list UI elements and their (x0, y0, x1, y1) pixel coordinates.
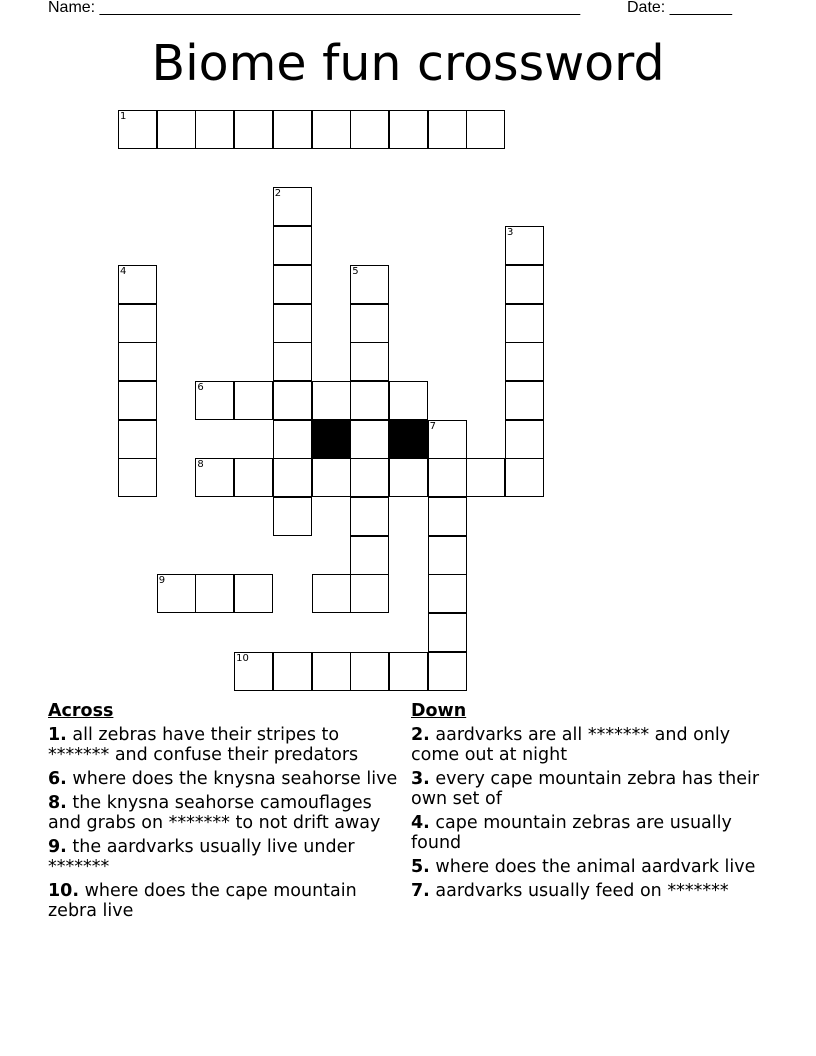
grid-cell[interactable] (389, 652, 428, 691)
date-field-label: Date: _______ (627, 0, 732, 16)
grid-cell[interactable] (350, 420, 389, 459)
grid-cell[interactable] (505, 381, 544, 420)
clue-item-text: the aardvarks usually live under ******* (48, 837, 355, 877)
down-heading: Down (411, 701, 467, 721)
grid-cell[interactable] (312, 458, 351, 497)
clue-number: 10 (236, 652, 249, 664)
grid-cell[interactable] (505, 342, 544, 381)
grid-cell[interactable] (350, 381, 389, 420)
name-field-label: Name: ______________________________________________________ (48, 0, 581, 16)
grid-cell[interactable] (389, 458, 428, 497)
grid-cell[interactable] (350, 342, 389, 381)
grid-cell[interactable] (118, 265, 157, 304)
grid-cell[interactable] (312, 652, 351, 691)
clue-number: 3 (507, 227, 514, 239)
clue-item (411, 769, 761, 809)
grid-cell[interactable] (273, 420, 312, 459)
grid-cell[interactable] (118, 110, 157, 149)
clue-item-number: 4. (411, 813, 430, 833)
grid-cell[interactable] (273, 381, 312, 420)
clue-item (48, 725, 398, 765)
clue-item-number: 3. (411, 769, 430, 789)
clue-number: 1 (120, 111, 127, 122)
grid-cell[interactable] (273, 458, 312, 497)
grid-cell[interactable] (118, 342, 157, 381)
clue-item-text: aardvarks usually feed on ******* (435, 881, 729, 901)
grid-cell[interactable] (350, 497, 389, 536)
clue-item-text: aardvarks are all ******* and only come out at night (411, 725, 731, 765)
grid-cell[interactable] (428, 613, 467, 652)
grid-cell[interactable] (234, 458, 273, 497)
grid-cell[interactable] (195, 574, 234, 613)
across-clue-list (48, 725, 398, 921)
clue-number: 7 (429, 420, 436, 432)
clue-item-number: 2. (411, 725, 430, 745)
grid-cell[interactable] (428, 574, 467, 613)
grid-cell[interactable] (505, 265, 544, 304)
clue-item-number: 5. (411, 857, 430, 877)
grid-cell[interactable] (505, 226, 544, 265)
grid-cell[interactable] (428, 110, 467, 149)
grid-cell[interactable] (350, 574, 389, 613)
grid-cell[interactable] (273, 342, 312, 381)
grid-cell[interactable] (350, 458, 389, 497)
grid-cell[interactable] (505, 458, 544, 497)
clue-item-number: 9. (48, 837, 67, 857)
grid-cell[interactable] (428, 458, 467, 497)
clue-number: 6 (197, 381, 204, 393)
clue-item-text: the knysna seahorse camouflages and grabs on ******* to not drift away (48, 793, 381, 833)
clue-item (411, 857, 761, 877)
black-cell (312, 420, 351, 459)
black-cell (389, 420, 428, 459)
grid-cell[interactable] (157, 110, 196, 149)
grid-cell[interactable] (428, 420, 467, 459)
grid-cell[interactable] (195, 110, 234, 149)
clue-number: 4 (120, 265, 127, 277)
grid-cell[interactable] (428, 497, 467, 536)
grid-cell[interactable] (118, 381, 157, 420)
grid-cell[interactable] (350, 652, 389, 691)
grid-cell[interactable] (428, 536, 467, 575)
grid-cell[interactable] (118, 420, 157, 459)
clue-number: 8 (197, 459, 204, 471)
clue-item-number: 7. (411, 881, 430, 901)
clue-item (411, 813, 761, 853)
grid-cell[interactable] (389, 381, 428, 420)
clue-item-number: 1. (48, 725, 67, 745)
page-title: Biome fun crossword (151, 35, 665, 92)
clue-item-text: cape mountain zebras are usually found (411, 813, 732, 853)
grid-cell[interactable] (273, 304, 312, 343)
grid-cell[interactable] (312, 574, 351, 613)
grid-cell[interactable] (389, 110, 428, 149)
grid-cell[interactable] (273, 652, 312, 691)
clue-item (411, 725, 761, 765)
grid-cell[interactable] (350, 304, 389, 343)
clue-item (48, 793, 398, 833)
clue-number: 9 (158, 575, 166, 587)
down-clue-list (411, 725, 761, 901)
grid-cell[interactable] (312, 381, 351, 420)
grid-cell[interactable] (234, 381, 273, 420)
down-clues (411, 701, 761, 905)
grid-cell[interactable] (466, 110, 505, 149)
clue-item (48, 837, 398, 877)
clue-item (411, 881, 761, 901)
grid-cell[interactable] (273, 226, 312, 265)
grid-cell[interactable] (466, 458, 505, 497)
clue-item-text: where does the animal aardvark live (435, 857, 756, 877)
grid-cell[interactable] (195, 458, 234, 497)
clue-number: 2 (274, 188, 282, 200)
clue-item-text: where does the cape mountain zebra live (48, 881, 357, 921)
clue-item-number: 10. (48, 881, 80, 901)
grid-cell[interactable] (428, 652, 467, 691)
grid-cell[interactable] (505, 420, 544, 459)
across-clues (48, 701, 398, 925)
clue-item-number: 8. (48, 793, 67, 813)
grid-cell[interactable] (273, 187, 312, 226)
grid-cell[interactable] (273, 497, 312, 536)
grid-cell[interactable] (234, 652, 273, 691)
grid-cell[interactable] (312, 110, 351, 149)
clue-item-number: 6. (48, 769, 67, 789)
clue-item (48, 769, 398, 789)
grid-cell[interactable] (118, 458, 157, 497)
grid-cell[interactable] (234, 574, 273, 613)
grid-cell[interactable] (350, 536, 389, 575)
clue-item-text: where does the knysna seahorse live (72, 769, 398, 789)
grid-cell[interactable] (273, 265, 312, 304)
clue-item-text: all zebras have their stripes to ******* and confuse their predators (48, 725, 359, 765)
grid-cell[interactable] (195, 381, 234, 420)
across-heading: Across (48, 701, 114, 721)
grid-cell[interactable] (157, 574, 196, 613)
grid-cell[interactable] (350, 110, 389, 149)
clue-number: 5 (352, 265, 359, 277)
clue-item-text: every cape mountain zebra has their own set of (411, 769, 760, 809)
grid-cell[interactable] (118, 304, 157, 343)
grid-cell[interactable] (273, 110, 312, 149)
clue-item (48, 881, 398, 921)
grid-cell[interactable] (234, 110, 273, 149)
grid-cell[interactable] (505, 304, 544, 343)
grid-cell[interactable] (350, 265, 389, 304)
